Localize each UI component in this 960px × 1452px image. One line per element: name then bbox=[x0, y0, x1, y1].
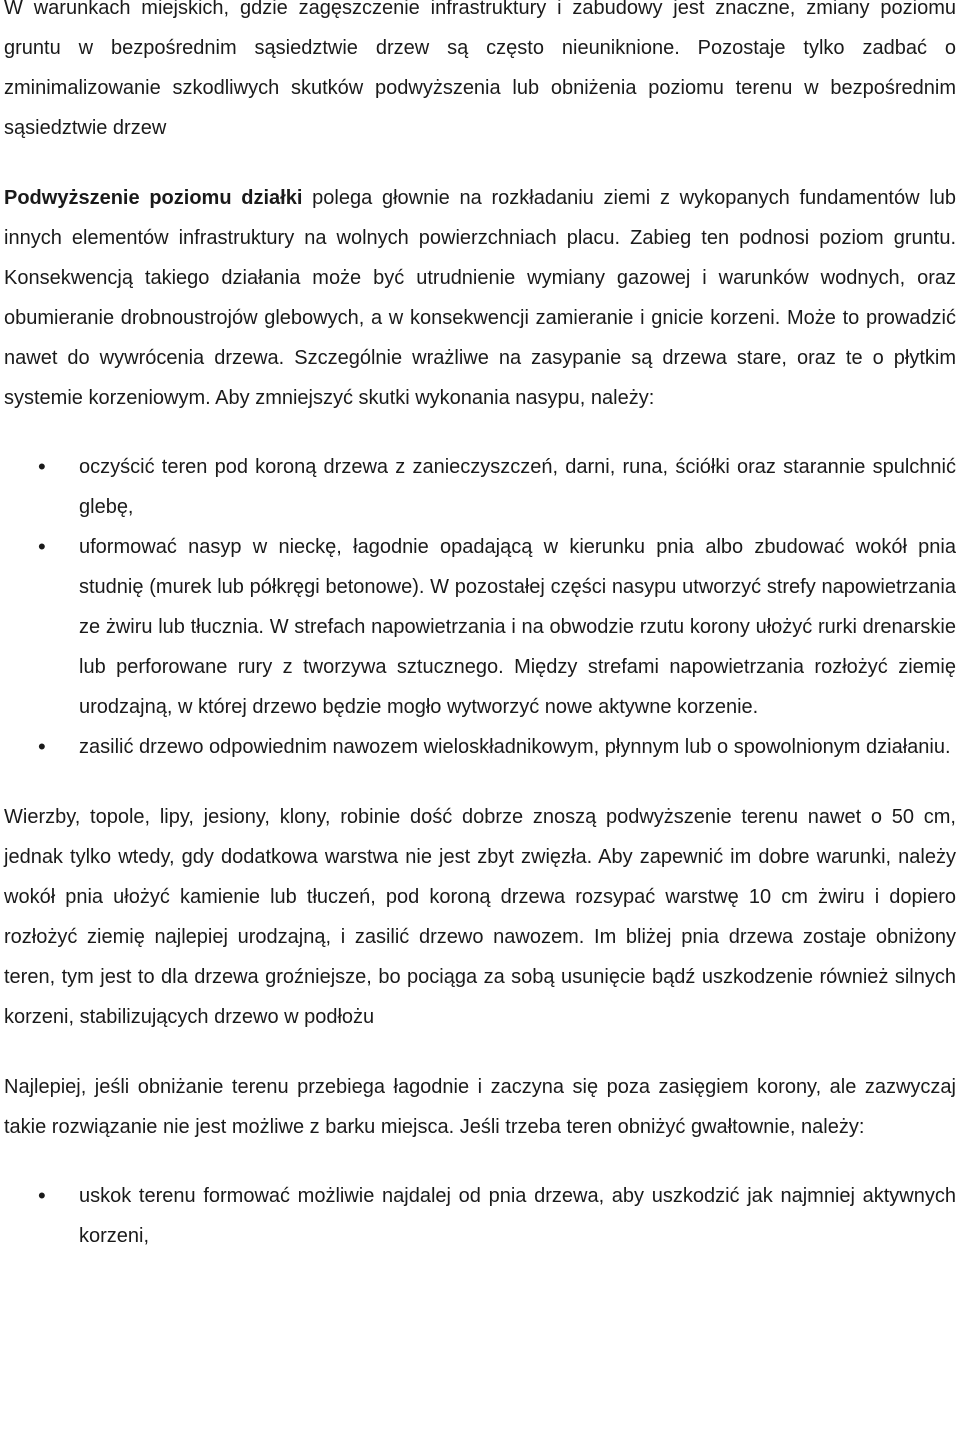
raising-ground-steps-list bbox=[4, 447, 956, 767]
lowering-ground-steps-list bbox=[4, 1176, 956, 1256]
raising-ground-heading: Podwyższenie poziomu działki bbox=[4, 187, 303, 209]
list-item: • oczyścić teren pod koroną drzewa z zanieczyszczeń, darni, runa, ściółki oraz starannie spulchnić glebę, bbox=[4, 447, 956, 527]
lowering-ground-paragraph: Najlepiej, jeśli obniżanie terenu przebiega łagodnie i zaczyna się poza zasięgiem korony, ale zazwyczaj takie rozwiązanie nie jest możliwe z barku miejsca. Jeśli trzeba teren obniżyć gwałtownie, należy: bbox=[4, 1076, 956, 1138]
tolerant-species-paragraph: Wierzby, topole, lipy, jesiony, klony, robinie dość dobrze znoszą podwyższenie terenu nawet o 50 cm, jednak tylko wtedy, gdy dodatkowa warstwa nie jest zbyt zwięzła. Aby zapewnić im dobre warunki, należy wokół pnia ułożyć kamienie lub tłuczeń, pod koroną drzewa rozsypać warstwę 10 cm żwiru i dopiero rozłożyć ziemię najlepiej urodzajną, i zasilić drzewo nawozem. Im bliżej pnia drzewa zostaje obniżony teren, tym jest to dla drzewa groźniejsze, bo pociąga za sobą usunięcie bądź uszkodzenie również silnych korzeni, stabilizujących drzewo w podłożu bbox=[4, 806, 956, 1028]
list-item: • zasilić drzewo odpowiednim nawozem wieloskładnikowym, płynnym lub o spowolnionym działaniu. bbox=[4, 727, 956, 767]
list-item: • uskok terenu formować możliwie najdalej od pnia drzewa, aby uszkodzić jak najmniej aktywnych korzeni, bbox=[4, 1176, 956, 1256]
list-item: • uformować nasyp w nieckę, łagodnie opadającą w kierunku pnia albo zbudować wokół pnia studnię (murek lub półkręgi betonowe). W pozostałej części nasypu utworzyć strefy napowietrzania ze żwiru lub tłucznia. W strefach napowietrzania i na obwodzie rzutu korony ułożyć rurki drenarskie lub perforowane rury z tworzywa sztucznego. Między strefami napowietrzania rozłożyć ziemię urodzajną, w której drzewo będzie mogło wytworzyć nowe aktywne korzenie. bbox=[4, 527, 956, 727]
raising-ground-text: polega głownie na rozkładaniu ziemi z wykopanych fundamentów lub innych elementów infrastruktury na wolnych powierzchniach placu. Zabieg ten podnosi poziom gruntu. Konsekwencją takiego działania może być utrudnienie wymiany gazowej i warunków wodnych, oraz obumieranie drobnoustrojów glebowych, a w konsekwencji zamieranie i gnicie korzeni. Może to prowadzić nawet do wywrócenia drzewa. Szczególnie wrażliwe na zasypanie są drzewa stare, oraz te o płytkim systemie korzeniowym. Aby zmniejszyć skutki wykonania nasypu, należy: bbox=[4, 187, 956, 409]
intro-paragraph: W warunkach miejskich, gdzie zagęszczenie infrastruktury i zabudowy jest znaczne, zmiany poziomu gruntu w bezpośrednim sąsiedztwie drzew są często nieuniknione. Pozostaje tylko zadbać o zminimalizowanie szkodliwych skutków podwyższenia lub obniżenia poziomu terenu w bezpośrednim sąsiedztwie drzew bbox=[4, 0, 956, 139]
raising-ground-paragraph bbox=[4, 178, 956, 418]
